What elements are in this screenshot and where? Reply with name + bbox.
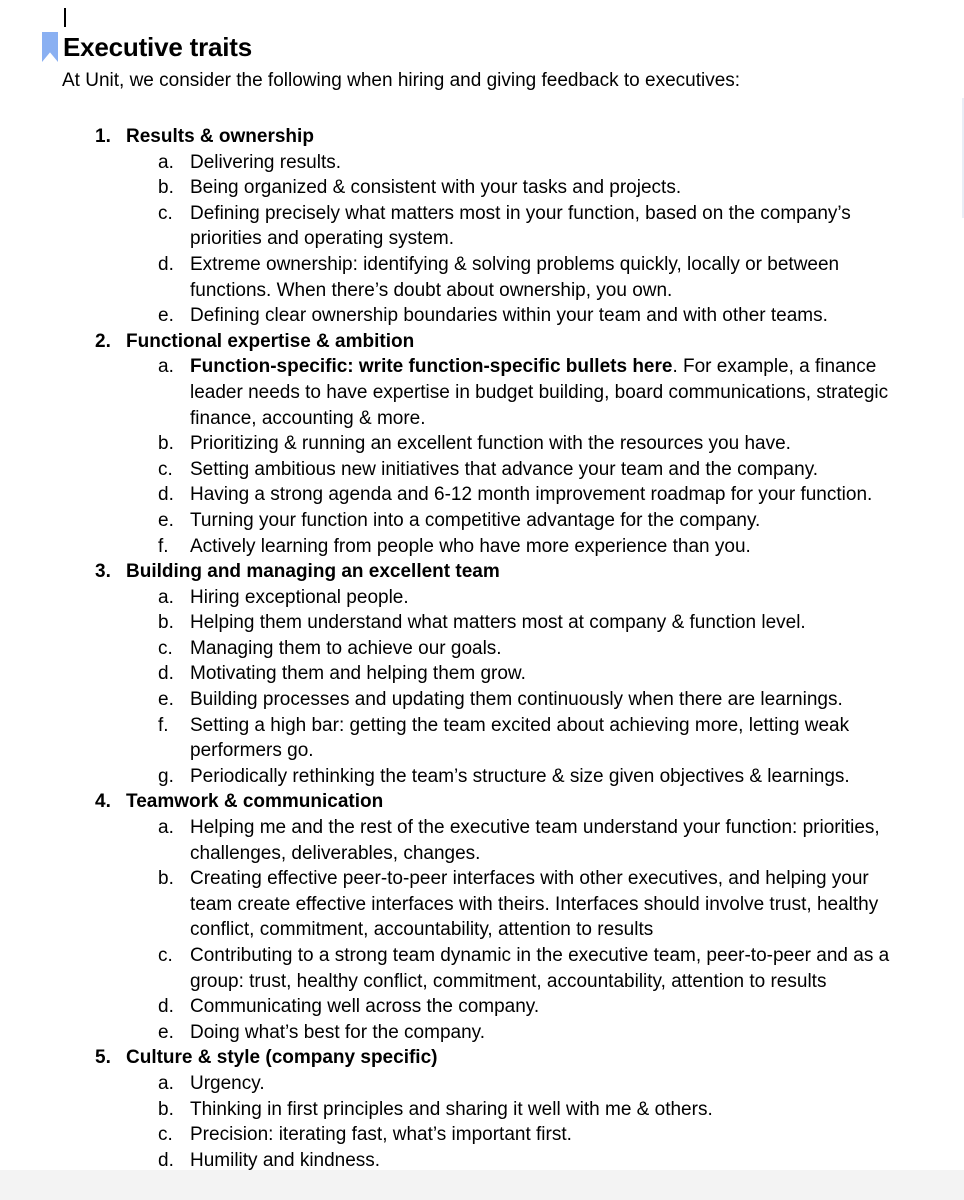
list-item <box>0 943 964 994</box>
list-item <box>0 150 964 176</box>
item-text: Setting ambitious new initiatives that advance your team and the company. <box>190 458 819 480</box>
item-letter: a. <box>158 151 174 173</box>
section-number: 5. <box>95 1047 111 1069</box>
item-letter: a. <box>158 1072 174 1094</box>
item-text: Humility and kindness. <box>190 1149 381 1171</box>
item-text: Creating effective peer-to-peer interfaces with other executives, and helping your team create effective interfaces with theirs. Interfaces should involve trust, healthy conflict, commitment, accountability, attention to results <box>190 868 879 941</box>
list-item <box>0 303 964 329</box>
list-item <box>0 764 964 790</box>
item-letter: c. <box>158 945 173 966</box>
item-text: Communicating well across the company. <box>190 996 540 1018</box>
item-text: Contributing to a strong team dynamic in the executive team, peer-to-peer and as a group: trust, healthy conflict, commitment, accountability, attention to results <box>190 945 890 992</box>
item-letter: d. <box>158 663 174 685</box>
section-heading <box>0 124 964 150</box>
item-letter: d. <box>158 1149 174 1171</box>
item-text: Setting a high bar: getting the team excited about achieving more, letting weak performers go. <box>190 714 850 762</box>
item-letter: b. <box>158 433 174 455</box>
list-item <box>0 252 964 303</box>
section-heading <box>0 559 964 585</box>
list-item <box>0 610 964 636</box>
item-text: Hiring exceptional people. <box>190 586 409 608</box>
section-title: Teamwork & communication <box>126 791 384 813</box>
heading-row <box>42 30 252 64</box>
item-letter: c. <box>158 202 173 224</box>
traits-list <box>0 124 964 1173</box>
item-letter: e. <box>158 305 174 327</box>
item-letter: a. <box>158 817 174 839</box>
item-letter: g. <box>158 765 174 787</box>
item-text: Doing what’s best for the company. <box>190 1021 486 1043</box>
item-letter: d. <box>158 484 174 506</box>
item-text: Actively learning from people who have more experience than you. <box>190 535 751 557</box>
text-cursor <box>64 8 66 27</box>
bookmark-icon[interactable] <box>42 32 58 62</box>
page-bottom-gutter <box>0 1170 964 1200</box>
section-title: Building and managing an excellent team <box>126 561 500 583</box>
section-number: 4. <box>95 791 111 813</box>
item-text: Helping them understand what matters most at company & function level. <box>190 612 806 634</box>
list-item <box>0 585 964 611</box>
item-text: Being organized & consistent with your tasks and projects. <box>190 177 682 199</box>
item-letter: b. <box>158 1098 174 1120</box>
intro-paragraph: At Unit, we consider the following when hiring and giving feedback to executives: <box>62 70 741 91</box>
item-letter: c. <box>158 1124 173 1146</box>
item-letter: e. <box>158 509 174 531</box>
section-number: 1. <box>95 126 111 147</box>
list-item <box>0 175 964 201</box>
item-letter: c. <box>158 637 173 659</box>
list-item <box>0 1122 964 1148</box>
item-letter: b. <box>158 177 174 199</box>
list-item <box>0 815 964 866</box>
item-letter: f. <box>158 535 169 557</box>
item-text: Turning your function into a competitive advantage for the company. <box>190 509 761 531</box>
list-item <box>0 1020 964 1046</box>
item-text: Prioritizing & running an excellent function with the resources you have. <box>190 433 791 455</box>
list-item <box>0 508 964 534</box>
section-heading <box>0 329 964 355</box>
list-item <box>0 482 964 508</box>
item-letter: a. <box>158 586 174 608</box>
list-item <box>0 534 964 560</box>
list-item <box>0 201 964 252</box>
item-letter: f. <box>158 714 169 736</box>
item-text: . For example, a finance leader needs to have expertise in budget building, board communications, strategic finance, accounting & more. <box>190 356 889 429</box>
section-title: Results & ownership <box>126 126 314 147</box>
item-text: Thinking in first principles and sharing it well with me & others. <box>190 1098 713 1120</box>
section-heading <box>0 789 964 815</box>
list-item <box>0 994 964 1020</box>
item-text: Delivering results. <box>190 151 341 173</box>
section-title: Culture & style (company specific) <box>126 1047 438 1069</box>
item-letter: c. <box>158 458 173 480</box>
item-letter: b. <box>158 868 174 890</box>
item-text: Urgency. <box>190 1072 265 1094</box>
section-title: Functional expertise & ambition <box>126 330 415 352</box>
section-number: 3. <box>95 561 111 583</box>
item-letter: d. <box>158 996 174 1018</box>
list-item <box>0 687 964 713</box>
list-item <box>0 713 964 764</box>
section-heading <box>0 1045 964 1071</box>
list-item <box>0 866 964 943</box>
item-text: Managing them to achieve our goals. <box>190 637 502 659</box>
item-text: Defining precisely what matters most in your function, based on the company’s priorities and operating system. <box>190 202 851 250</box>
list-item <box>0 354 964 431</box>
item-text: Having a strong agenda and 6-12 month improvement roadmap for your function. <box>190 484 873 506</box>
item-letter: b. <box>158 612 174 634</box>
list-item <box>0 457 964 483</box>
item-bold-text: Function-specific: write function-specific bullets here <box>190 356 673 378</box>
item-text: Helping me and the rest of the executive team understand your function: priorities, challenges, deliverables, changes. <box>190 817 880 864</box>
item-letter: e. <box>158 689 174 711</box>
list-item <box>0 636 964 662</box>
list-item <box>0 1097 964 1123</box>
list-item <box>0 661 964 687</box>
list-item <box>0 431 964 457</box>
list-item <box>0 1071 964 1097</box>
item-letter: a. <box>158 356 174 378</box>
item-letter: d. <box>158 253 174 275</box>
item-text: Precision: iterating fast, what’s important first. <box>190 1124 572 1146</box>
item-text: Periodically rethinking the team’s structure & size given objectives & learnings. <box>190 765 850 787</box>
section-number: 2. <box>95 330 111 352</box>
list-item <box>0 1148 964 1174</box>
item-text: Building processes and updating them continuously when there are learnings. <box>190 689 843 711</box>
item-letter: e. <box>158 1021 174 1043</box>
item-text: Defining clear ownership boundaries within your team and with other teams. <box>190 305 828 327</box>
item-text: Motivating them and helping them grow. <box>190 663 526 685</box>
document-title: Executive traits <box>63 31 253 62</box>
item-text: Extreme ownership: identifying & solving problems quickly, locally or between functions. When there’s doubt about ownership, you own. <box>190 253 840 301</box>
